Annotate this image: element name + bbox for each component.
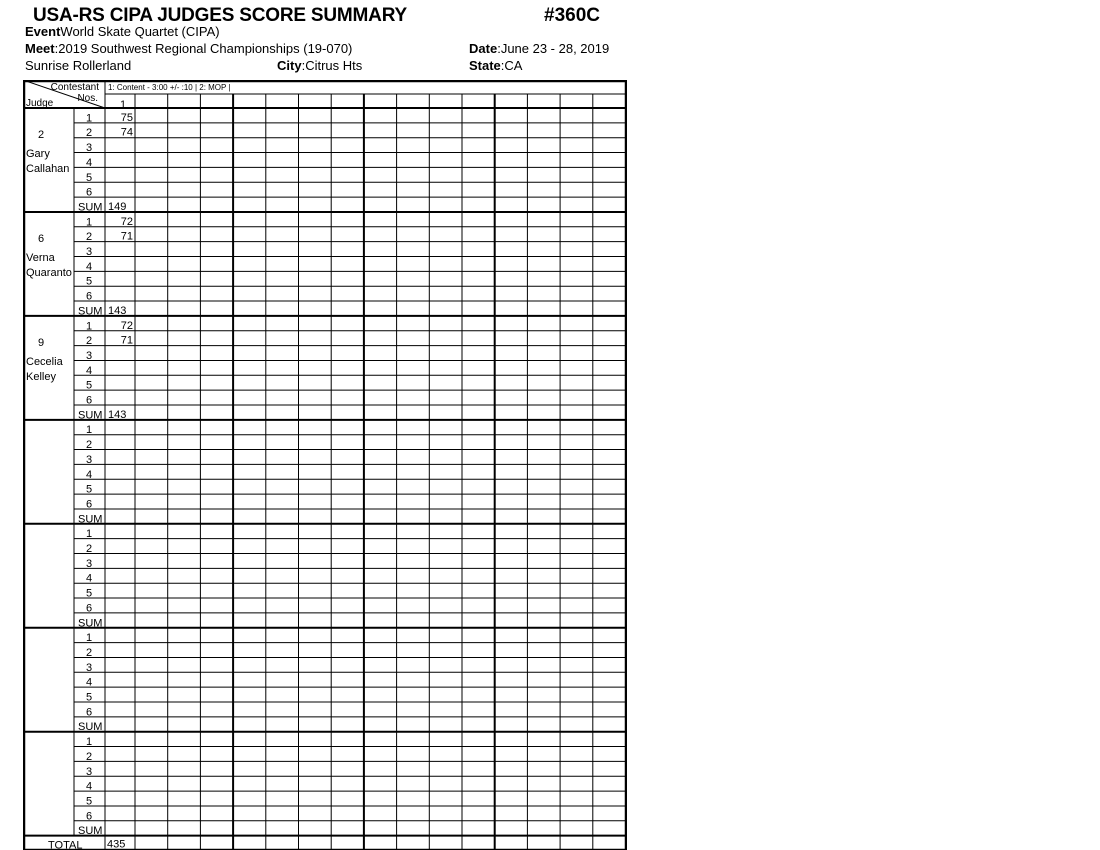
judge-label: Judge [26, 98, 54, 109]
score-row-label: 4 [86, 260, 93, 273]
event-label: Event [25, 24, 61, 39]
judge-number: 9 [37, 336, 45, 349]
grid-border [24, 81, 626, 850]
score-row-label: 1 [86, 216, 93, 229]
judge-first-name: Gary [26, 148, 50, 160]
date-label: Date [469, 41, 498, 56]
sum-label: SUM [78, 409, 103, 422]
score-row-label: 5 [86, 587, 93, 600]
date-value: June 23 - 28, 2019 [500, 41, 610, 56]
score-row-label: 3 [86, 246, 93, 258]
meet-value: 2019 Southwest Regional Championships (19-070) [58, 41, 353, 56]
judge-sum: 143 [108, 408, 127, 421]
judge-first-name: Cecelia [26, 355, 63, 368]
score-row-label: 1 [86, 320, 93, 333]
score-row-label: 2 [86, 439, 93, 452]
meet-line: Meet:2019 Southwest Regional Championships (19-070) [25, 41, 353, 56]
sum-label: SUM [78, 305, 103, 318]
judge-last-name: Quaranto [26, 266, 72, 279]
sum-label: SUM [78, 721, 103, 734]
judge-number: 2 [37, 129, 45, 141]
event-value: World Skate Quartet (CIPA) [60, 24, 220, 39]
judge-score: 71 [120, 230, 133, 243]
score-row-label: 3 [86, 453, 93, 466]
score-row-label: 5 [86, 379, 93, 392]
city-value: Citrus Hts [305, 58, 363, 73]
city-line: City:Citrus Hts [277, 58, 363, 73]
judge-score: 72 [120, 215, 133, 228]
sum-label: SUM [78, 513, 103, 526]
score-row-label: 5 [86, 171, 93, 184]
date-line: Date:June 23 - 28, 2019 [469, 41, 610, 56]
venue: Sunrise Rollerland [25, 58, 132, 73]
score-row-label: 3 [86, 142, 93, 155]
score-row-label: 4 [86, 780, 93, 793]
form-title: USA-RS CIPA JUDGES SCORE SUMMARY [33, 5, 407, 26]
total-value: 435 [107, 838, 126, 850]
contestant-label: Contestant [50, 82, 99, 93]
score-row-label: 6 [86, 810, 93, 823]
score-row-label: 6 [86, 186, 93, 199]
judge-score: 72 [120, 319, 133, 332]
score-row-label: 4 [86, 156, 93, 169]
score-row-label: 3 [86, 349, 93, 362]
contestant-number: 1 [119, 99, 127, 111]
city-label: City [277, 58, 302, 73]
judge-sum: 149 [108, 200, 127, 213]
score-row-label: 1 [86, 736, 93, 749]
event-line [25, 24, 220, 39]
score-row-label: 3 [86, 765, 93, 778]
judge-score: 75 [120, 111, 133, 124]
score-row-label: 4 [86, 468, 93, 481]
meet-label: Meet [25, 41, 55, 56]
score-row-label: 3 [86, 557, 93, 570]
score-row-label: 4 [86, 364, 93, 377]
scoring-legend: 1: Content - 3:00 +/- :10 | 2: MOP | [108, 83, 231, 92]
score-row-label: 5 [86, 483, 93, 496]
judge-last-name: Callahan [26, 163, 70, 175]
sum-label: SUM [78, 825, 103, 838]
score-row-label: 6 [86, 706, 93, 719]
score-row-label: 2 [86, 231, 93, 244]
score-grid-svg [23, 80, 627, 850]
judge-sum: 143 [108, 304, 127, 317]
state-value: CA [504, 58, 523, 73]
score-row-label: 6 [86, 498, 93, 511]
score-row-label: 2 [86, 127, 93, 140]
score-row-label: 1 [86, 424, 93, 437]
score-row-label: 6 [86, 394, 93, 407]
judge-first-name: Verna [26, 251, 55, 264]
total-label: TOTAL [48, 839, 83, 850]
judge-score: 71 [120, 334, 133, 347]
score-row-label: 1 [86, 632, 93, 645]
score-row-label: 2 [86, 335, 93, 348]
score-row-label: 5 [86, 275, 93, 288]
score-row-label: 5 [86, 691, 93, 704]
judge-last-name: Kelley [26, 370, 56, 383]
state-line: State:CA [469, 58, 523, 73]
score-row-label: 4 [86, 572, 93, 585]
judge-number: 6 [37, 232, 45, 245]
score-row-label: 5 [86, 795, 93, 808]
score-row-label: 4 [86, 676, 93, 689]
judge-score: 74 [120, 126, 133, 139]
nos-label: Nos. [77, 93, 98, 104]
score-row-label: 1 [86, 528, 93, 541]
score-row-label: 6 [86, 290, 93, 303]
score-grid [23, 80, 627, 850]
score-row-label: 1 [86, 112, 93, 125]
score-row-label: 2 [86, 646, 93, 659]
sum-label: SUM [78, 617, 103, 630]
score-row-label: 3 [86, 661, 93, 674]
score-row-label: 2 [86, 750, 93, 763]
sum-label: SUM [78, 201, 103, 214]
score-row-label: 2 [86, 543, 93, 555]
form-number: #360C [544, 5, 600, 26]
state-label: State [469, 58, 501, 73]
score-row-label: 6 [86, 602, 93, 615]
